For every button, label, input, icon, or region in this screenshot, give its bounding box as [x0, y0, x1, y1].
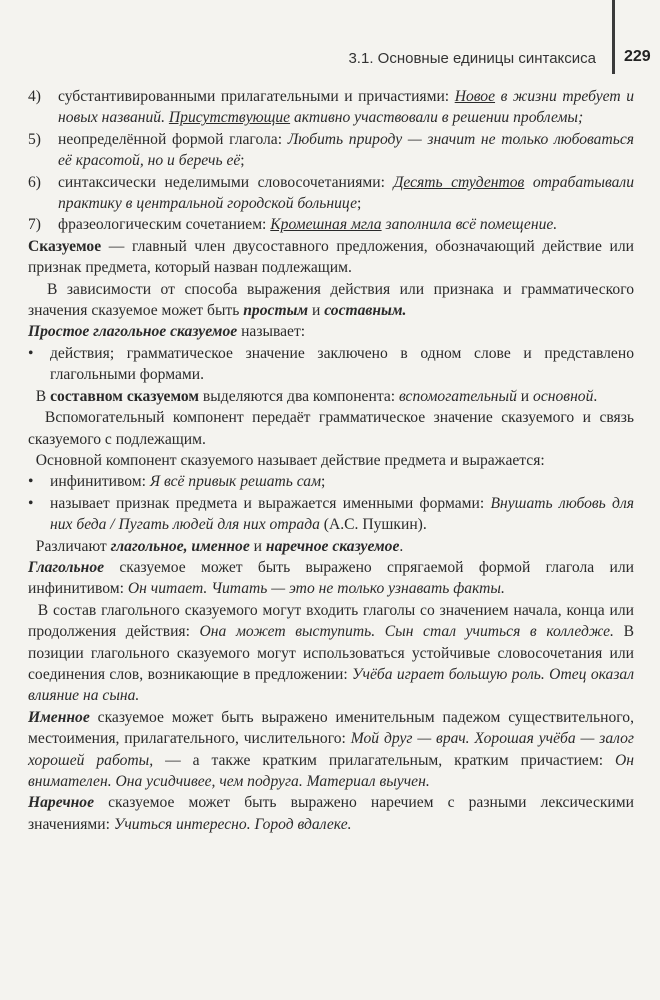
nominal-predicate: Именное сказуемое может быть выражено именительным падежом существительного, местоимения, прилагательного, числительного: Мой друг — врач. Хорошая учёба — залог хорошей работы, — а также кратким прилагательным, кратким причастием: Он внимателен. Она усидчивее, чем подруга. Материал выучен. — [28, 708, 634, 790]
compound-predicate: В составном сказуемом выделяются два компонента: вспомогательный и основной. — [35, 387, 598, 405]
predicate-definition: Сказуемое — главный член двусоставного предложения, обозначающий действие или признак предмета, который назван подлежащим. — [28, 237, 634, 277]
running-title: 3.1. Основные единицы синтаксиса — [348, 50, 596, 67]
types-paragraph: В зависимости от способа выражения действия или признака и грамматического значения сказуемое может быть простым и составным. — [28, 280, 634, 320]
page-header — [0, 0, 660, 80]
main-component: Основной компонент сказуемого называет действие предмета и выражается: — [35, 451, 545, 469]
header-divider — [612, 0, 615, 74]
list-item: • инфинитивом: Я всё привык решать сам; — [28, 473, 326, 491]
page-number: 229 — [624, 48, 651, 65]
verbal-predicate: Глагольное сказуемое может быть выражено спрягаемой формой глагола или инфинитивом: Он читает. Читать — это не только узнавать факты. — [28, 558, 634, 598]
list-item: 5) неопределённой формой глагола: Любить природу — значит не только любоваться её красотой, но и беречь её; — [28, 130, 635, 170]
list-item: 6) синтаксически неделимыми словосочетаниями: Десять студентов отрабатывали практику в центральной городской больнице; — [28, 173, 635, 213]
aux-component: Вспомогательный компонент передаёт грамматическое значение сказуемого и связь сказуемого с подлежащим. — [28, 409, 634, 448]
simple-predicate: Простое глагольное сказуемое называет: — [28, 323, 306, 341]
list-item: • действия; грамматическое значение заключено в одном слове и представлено глагольными формами. — [28, 344, 634, 384]
verbal-predicate-composition: В состав глагольного сказуемого могут входить глаголы со значением начала, конца или продолжения действия: Она может выступить. Сын стал учиться в колледже. В позиции глагольного сказуемого могут использоваться устойчивые словосочетания или соединения слов, возникающие в предложении: Учёба играет большую роль. Отец оказал влияние на сына. — [28, 601, 635, 705]
page-body — [28, 86, 634, 835]
list-item: 7) фразеологическим сочетанием: Кромешная мгла заполнила всё помещение. — [28, 216, 558, 234]
list-item: 4) субстантивированными прилагательными и причастиями: Новое в жизни требует и новых названий. Присутствующие активно участвовали в решении проблемы; — [28, 88, 634, 127]
list-item: • называет признак предмета и выражается именными формами: Внушать любовь для них беда / Пугать людей для них отрада (А.С. Пушкин). — [28, 494, 634, 534]
distinguish-paragraph: Различают глагольное, именное и наречное сказуемое. — [35, 537, 404, 555]
adverbial-predicate: Наречное сказуемое может быть выражено наречием с разными лексическими значениями: Учиться интересно. Город вдалеке. — [28, 794, 634, 833]
